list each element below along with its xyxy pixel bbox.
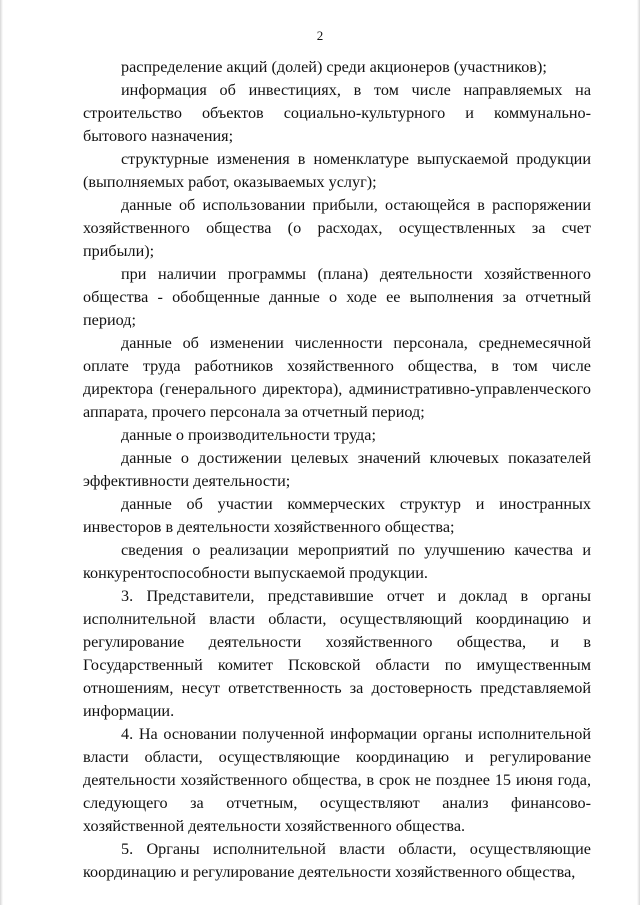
scan-edge-left — [0, 0, 3, 905]
paragraph-investments: информация об инвестициях, в том числе направляемых на строительство объектов социально-культурного и коммунально-бытового назначения; — [83, 81, 591, 145]
paragraph-program-progress: при наличии программы (плана) деятельности хозяйственного общества - обобщенные данные о ходе ее выполнения за отчетный период; — [83, 265, 591, 329]
paragraph-quality-measures: сведения о реализации мероприятий по улучшению качества и конкурентоспособности выпускаемой продукции. — [83, 541, 591, 582]
paragraph-section-5: 5. Органы исполнительной власти области, осуществляющие координацию и регулирование деятельности хозяйственного общества, — [83, 840, 591, 881]
paragraph-share-distribution: распределение акций (долей) среди акционеров (участников); — [121, 58, 547, 76]
paragraph-kpi: данные о достижении целевых значений ключевых показателей эффективности деятельности; — [83, 449, 591, 490]
paragraph-section-3: 3. Представители, представившие отчет и доклад в органы исполнительной власти области, осуществляющий координацию и регулирование деятельности хозяйственного общества, и в Государственный комитет Псковской области по имущественным отношениям, несут ответственность за достоверность представляемой информации. — [83, 587, 591, 720]
page-number: 2 — [316, 28, 324, 43]
document-body — [83, 56, 591, 884]
paragraph-structural-changes: структурные изменения в номенклатуре выпускаемой продукции (выполняемых работ, оказываемых услуг); — [83, 150, 591, 191]
paragraph-labor-productivity: данные о производительности труда; — [121, 426, 376, 444]
paragraph-personnel: данные об изменении численности персонала, среднемесячной оплате труда работников хозяйственного общества, в том числе директора (генерального директора), административно-управленческого аппарата, прочего персонала за отчетный период; — [83, 334, 591, 421]
paragraph-investor-participation: данные об участии коммерческих структур и иностранных инвесторов в деятельности хозяйственного общества; — [83, 495, 591, 536]
paragraph-profit-usage: данные об использовании прибыли, остающейся в распоряжении хозяйственного общества (о расходах, осуществленных за счет прибыли); — [83, 196, 591, 260]
paragraph-section-4: 4. На основании полученной информации органы исполнительной власти области, осуществляющие координацию и регулирование деятельности хозяйственного общества, в срок не позднее 15 июня года, следующего за отчетным, осуществляют анализ финансово-хозяйственной деятельности хозяйственного общества. — [83, 725, 591, 835]
